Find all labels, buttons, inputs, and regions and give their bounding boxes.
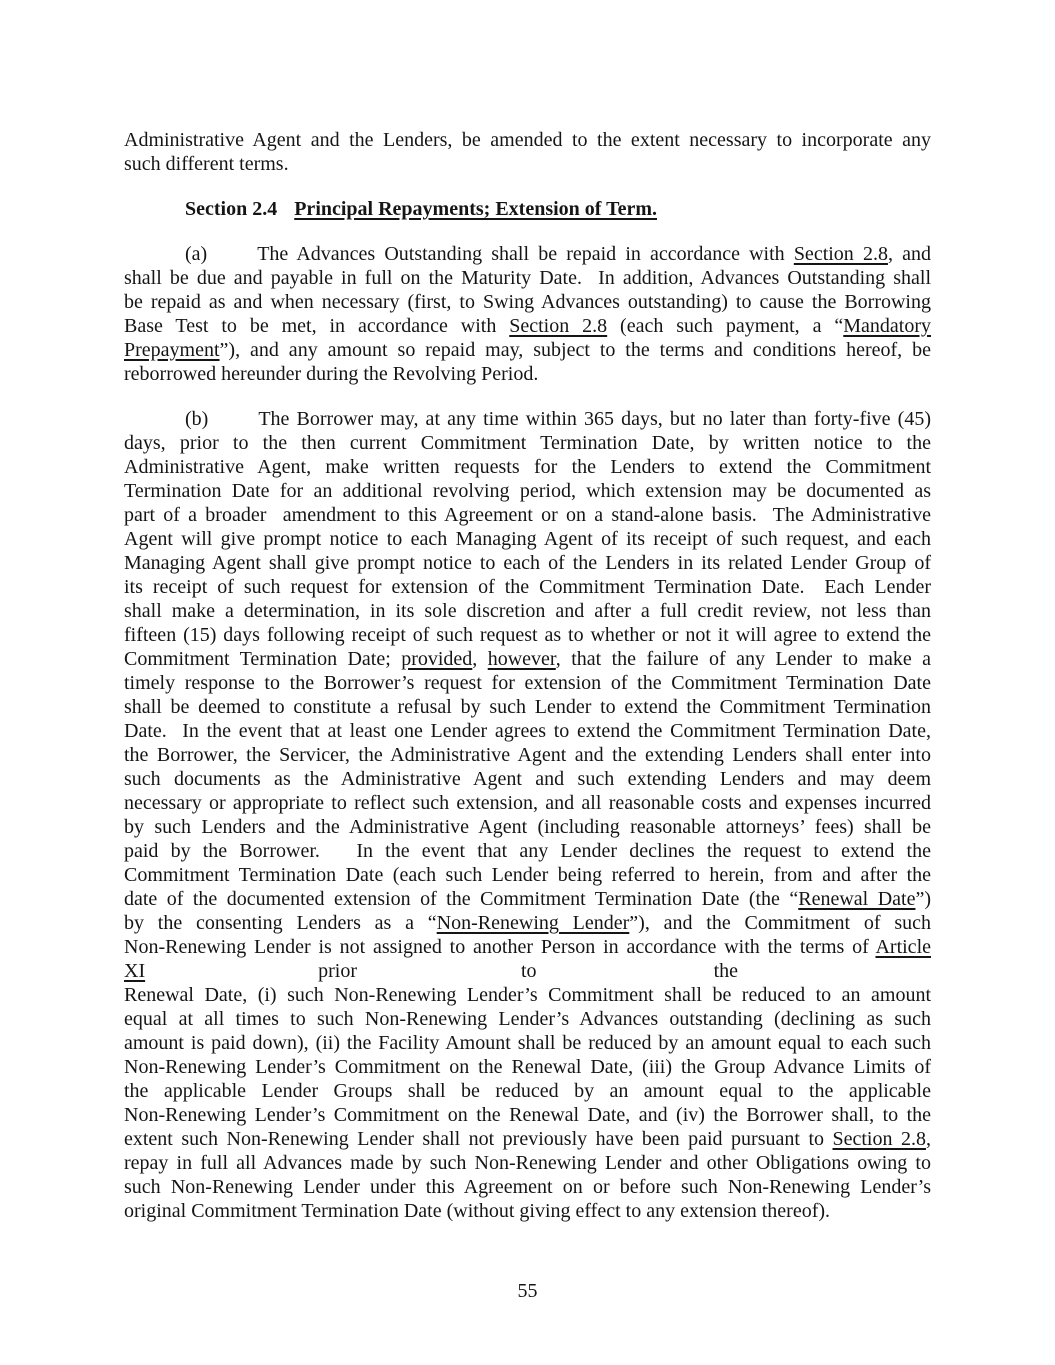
text-run: such different terms. [124, 153, 289, 175]
text-run: Renewal Date, (i) such Non-Renewing Lender’s Commitment shall be reduced to an amount [124, 984, 931, 1006]
text-line [124, 128, 931, 152]
text-line [124, 527, 931, 551]
text-run: Commitment Termination Date (each such Lender being referred to herein, from and after the [124, 864, 931, 886]
text-line [124, 242, 931, 266]
tab-spacer [145, 976, 318, 977]
paragraph-b [124, 407, 931, 1223]
text-run: Section 2.4 [185, 198, 278, 220]
text-run: its receipt of such request for extension of the Commitment Termination Date. Each Lender [124, 576, 931, 598]
text-line [124, 290, 931, 314]
text-run: original Commitment Termination Date (without giving effect to any extension thereof). [124, 1200, 831, 1222]
text-run: Base Test to be met, in accordance with [124, 315, 510, 337]
tab-spacer [208, 424, 258, 425]
text-line [124, 338, 931, 362]
text-run: paid by the Borrower. In the event that any Lender declines the request to extend the [124, 840, 931, 862]
text-run: part of a broader amendment to this Agreement or on a stand-alone basis. The Administrative [124, 504, 931, 526]
text-line [124, 1127, 931, 1151]
text-run: , that the failure of any Lender to make a [555, 648, 931, 670]
text-run: such Non-Renewing Lender under this Agreement on or before such Non-Renewing Lender’s [124, 1176, 931, 1198]
tab-spacer [124, 424, 185, 425]
text-run: amount is paid down), (ii) the Facility Amount shall be reduced by an amount equal to each such [124, 1032, 931, 1054]
text-line [124, 1175, 931, 1199]
text-run: ”), and the Commitment of such [629, 912, 931, 934]
text-run: Non-Renewing Lender’s Commitment on the Renewal Date, (iii) the Group Advance Limits of [124, 1056, 931, 1078]
text-line [124, 815, 931, 839]
text-run: Principal Repayments; Extension of Term. [294, 198, 657, 220]
text-line [124, 623, 931, 647]
text-line [124, 695, 931, 719]
text-line [124, 839, 931, 863]
text-run: however [487, 648, 556, 670]
text-run: reborrowed hereunder during the Revolving Period. [124, 363, 539, 385]
text-line [124, 197, 931, 221]
text-run: ”) [915, 888, 931, 910]
text-run: Renewal Date [798, 888, 916, 910]
tab-spacer [124, 259, 185, 260]
text-run: Administrative Agent, make written requests for the Lenders to extend the Commitment [124, 456, 931, 478]
text-run: Non-Renewing Lender [436, 912, 630, 934]
text-run: to [521, 960, 537, 982]
tab-spacer [277, 214, 294, 215]
text-line [124, 983, 931, 1007]
text-line [124, 1103, 931, 1127]
text-line [124, 455, 931, 479]
text-run: the [713, 960, 738, 982]
text-line [124, 479, 931, 503]
text-line [124, 911, 931, 935]
text-line [124, 743, 931, 767]
text-run: , [472, 648, 488, 670]
tab-spacer [207, 259, 257, 260]
text-run: XI [124, 960, 146, 982]
text-run: Termination Date for an additional revolving period, which extension may be documented as [124, 480, 931, 502]
text-line [124, 887, 931, 911]
text-run: the Borrower, the Servicer, the Administrative Agent and the extending Lenders shall enter into [124, 744, 931, 766]
text-run: Agent will give prompt notice to each Managing Agent of its receipt of such request, and each [124, 528, 931, 550]
text-run: Administrative Agent and the Lenders, be amended to the extent necessary to incorporate any [124, 129, 931, 151]
text-run: Article [875, 936, 931, 958]
continuation-paragraph [124, 128, 931, 176]
text-run: fifteen (15) days following receipt of such request as to whether or not it will agree to extend the [124, 624, 931, 646]
text-line [124, 1079, 931, 1103]
text-run: shall be due and payable in full on the Maturity Date. In addition, Advances Outstanding shall [124, 267, 931, 289]
text-run: prior [318, 960, 357, 982]
text-run: equal at all times to such Non-Renewing Lender’s Advances outstanding (declining as such [124, 1008, 931, 1030]
text-line [124, 1007, 931, 1031]
text-line [124, 671, 931, 695]
text-line [124, 959, 931, 983]
text-line [124, 647, 931, 671]
text-line [124, 1031, 931, 1055]
text-run: the applicable Lender Groups shall be reduced by an amount equal to the applicable [124, 1080, 931, 1102]
text-run: Managing Agent shall give prompt notice to each of the Lenders in its related Lender Group of [124, 552, 931, 574]
tab-spacer [537, 976, 714, 977]
text-run: date of the documented extension of the Commitment Termination Date (the “ [124, 888, 799, 910]
text-run: ”), and any amount so repaid may, subject to the terms and conditions hereof, be [219, 339, 931, 361]
text-run: provided [401, 648, 473, 670]
text-run: such documents as the Administrative Agent and such extending Lenders and may deem [124, 768, 931, 790]
text-run: extent such Non-Renewing Lender shall not previously have been paid pursuant to [124, 1128, 833, 1150]
text-line [124, 1151, 931, 1175]
text-line [124, 575, 931, 599]
text-line [124, 503, 931, 527]
text-run: Non-Renewing Lender is not assigned to another Person in accordance with the terms of [124, 936, 876, 958]
text-line [124, 767, 931, 791]
text-line [124, 791, 931, 815]
text-line [124, 152, 931, 176]
text-run: , [926, 1128, 931, 1150]
text-line [124, 599, 931, 623]
text-run: Section 2.8 [793, 243, 888, 265]
text-run: be repaid as and when necessary (first, to Swing Advances outstanding) to cause the Borrowing [124, 291, 931, 313]
text-run: days, prior to the then current Commitment Termination Date, by written notice to the [124, 432, 931, 454]
text-run: (each such payment, a “ [607, 315, 844, 337]
text-run: by such Lenders and the Administrative Agent (including reasonable attorneys’ fees) shall be [124, 816, 931, 838]
tab-spacer [124, 214, 185, 215]
text-line [124, 431, 931, 455]
tab-spacer [357, 976, 521, 977]
text-line [124, 1199, 931, 1223]
section-2-4-heading [124, 197, 931, 221]
text-run: repay in full all Advances made by such Non-Renewing Lender and other Obligations owing to [124, 1152, 931, 1174]
text-line [124, 1055, 931, 1079]
text-run: , and [887, 243, 931, 265]
text-line [124, 551, 931, 575]
text-run: Mandatory [843, 315, 931, 337]
page-number: 55 [517, 1280, 538, 1302]
text-line [124, 407, 931, 431]
text-run: The Advances Outstanding shall be repaid in accordance with [257, 243, 794, 265]
text-run: Commitment Termination Date; [124, 648, 402, 670]
text-line [124, 719, 931, 743]
text-line [124, 362, 931, 386]
text-line [124, 314, 931, 338]
text-run: timely response to the Borrower’s request for extension of the Commitment Termination Date [124, 672, 931, 694]
text-run: shall make a determination, in its sole discretion and after a full credit review, not less than [124, 600, 931, 622]
text-line [124, 935, 931, 959]
paragraph-a [124, 242, 931, 386]
text-run: Date. In the event that at least one Lender agrees to extend the Commitment Termination Date, [124, 720, 931, 742]
text-run: Non-Renewing Lender’s Commitment on the Renewal Date, and (iv) the Borrower shall, to the [124, 1104, 931, 1126]
text-line [124, 266, 931, 290]
text-line [124, 863, 931, 887]
text-run: Section 2.8 [832, 1128, 926, 1150]
text-run: (b) [185, 408, 209, 430]
text-run: shall be deemed to constitute a refusal by such Lender to extend the Commitment Termination [124, 696, 931, 718]
document-body [124, 128, 931, 1223]
text-run: (a) [185, 243, 208, 265]
text-run: Prepayment [124, 339, 220, 361]
text-run: necessary or appropriate to reflect such extension, and all reasonable costs and expenses incurred [124, 792, 931, 814]
text-run: The Borrower may, at any time within 365 days, but no later than forty-five (45) [258, 408, 931, 430]
text-run: Section 2.8 [509, 315, 608, 337]
page-footer [0, 1279, 1055, 1303]
text-run: by the consenting Lenders as a “ [124, 912, 437, 934]
